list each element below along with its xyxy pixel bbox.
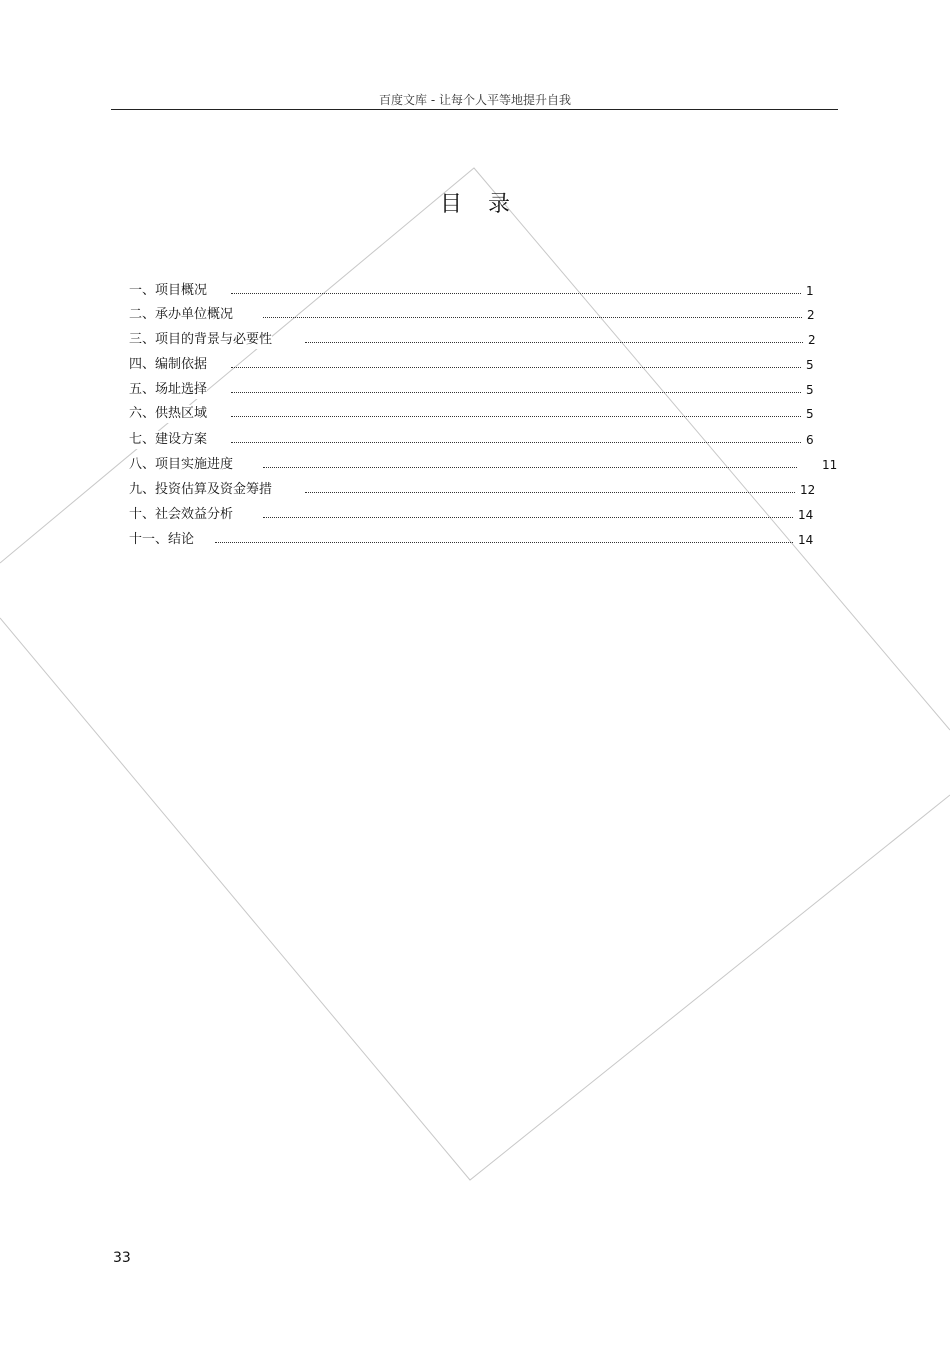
toc-dot-leader [263,317,802,318]
toc-entry-page: 2 [807,308,815,322]
toc-dot-leader [231,416,801,417]
toc-entry-page: 5 [806,358,814,372]
toc-dot-leader [263,517,793,518]
toc-entry-page: 5 [806,407,814,421]
toc-entry-label: 十一、结论 [129,532,195,547]
toc-entry-label: 七、建设方案 [129,432,208,447]
toc-dot-leader [231,392,801,393]
toc-dot-leader [231,367,801,368]
toc-entry-label: 五、场址选择 [129,382,208,397]
toc-dot-leader [231,293,801,294]
toc-entry[interactable] [129,356,836,374]
toc-entry-label: 九、投资估算及资金筹措 [129,482,273,497]
toc-entry-label: 二、承办单位概况 [129,307,234,322]
header-divider [111,109,838,110]
toc-entry[interactable] [129,306,837,324]
toc-entry[interactable] [129,331,838,349]
toc-entry-label: 四、编制依据 [129,357,208,372]
toc-entry-label: 三、项目的背景与必要性 [129,332,273,347]
toc-entry[interactable] [129,481,830,499]
toc-entry-label: 一、项目概况 [129,283,208,298]
toc-entry[interactable] [129,282,836,300]
toc-dot-leader [263,467,797,468]
toc-entry[interactable] [129,506,828,524]
toc-entry[interactable] [129,456,852,474]
page-header-text: 百度文库 - 让每个人平等地提升自我 [379,93,571,107]
toc-dot-leader [305,342,803,343]
toc-entry[interactable] [129,531,828,549]
toc-title: 目录 [439,192,536,217]
page-number: 33 [113,1250,131,1266]
toc-entry[interactable] [129,381,836,399]
toc-entry-page: 11 [822,458,838,472]
toc-entry-page: 14 [798,508,814,522]
toc-entry-label: 八、项目实施进度 [129,457,234,472]
toc-dot-leader [231,442,801,443]
toc-entry-page: 14 [798,533,814,547]
toc-entry-page: 12 [800,483,816,497]
toc-entry-page: 2 [808,333,816,347]
toc-entry[interactable] [129,431,836,449]
toc-entry-label: 六、供热区域 [129,406,208,421]
toc-entry-label: 十、社会效益分析 [129,507,234,522]
toc-entry-page: 5 [806,383,814,397]
toc-dot-leader [215,542,793,543]
toc-dot-leader [305,492,795,493]
toc-entry-page: 1 [806,284,814,298]
toc-entry[interactable] [129,405,836,423]
toc-entry-page: 6 [806,433,814,447]
